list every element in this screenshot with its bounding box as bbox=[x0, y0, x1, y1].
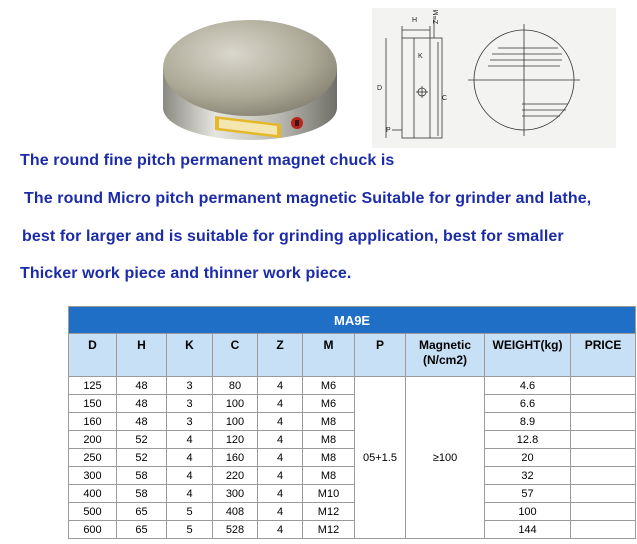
cell-price bbox=[571, 431, 636, 449]
table-row bbox=[69, 485, 636, 503]
cell-z: 4 bbox=[258, 467, 303, 485]
cell-d: 500 bbox=[69, 503, 117, 521]
cell-k: 3 bbox=[167, 413, 213, 431]
header-c: C bbox=[213, 334, 258, 377]
cell-z: 4 bbox=[258, 395, 303, 413]
cell-z: 4 bbox=[258, 485, 303, 503]
cell-c: 300 bbox=[213, 485, 258, 503]
cell-d: 160 bbox=[69, 413, 117, 431]
cell-h: 52 bbox=[117, 431, 167, 449]
cell-magnetic-merged: ≥100 bbox=[406, 377, 485, 539]
label-p: P bbox=[386, 127, 391, 134]
label-d: D bbox=[377, 85, 383, 92]
cell-z: 4 bbox=[258, 377, 303, 395]
cell-z: 4 bbox=[258, 449, 303, 467]
header-z: Z bbox=[258, 334, 303, 377]
table-row bbox=[69, 503, 636, 521]
cell-weight: 4.6 bbox=[485, 377, 571, 395]
cell-c: 100 bbox=[213, 395, 258, 413]
cell-weight: 57 bbox=[485, 485, 571, 503]
cell-weight: 20 bbox=[485, 449, 571, 467]
cell-m: M6 bbox=[303, 377, 355, 395]
cell-z: 4 bbox=[258, 431, 303, 449]
cell-h: 48 bbox=[117, 377, 167, 395]
table-row bbox=[69, 449, 636, 467]
header-price: PRICE bbox=[571, 334, 636, 377]
cell-m: M12 bbox=[303, 503, 355, 521]
cell-k: 5 bbox=[167, 521, 213, 539]
cell-h: 65 bbox=[117, 503, 167, 521]
table-row bbox=[69, 521, 636, 539]
cell-h: 58 bbox=[117, 485, 167, 503]
cell-c: 160 bbox=[213, 449, 258, 467]
label-c: C bbox=[442, 95, 448, 102]
header-h: H bbox=[117, 334, 167, 377]
cell-z: 4 bbox=[258, 413, 303, 431]
cell-c: 120 bbox=[213, 431, 258, 449]
cell-m: M12 bbox=[303, 521, 355, 539]
cell-d: 400 bbox=[69, 485, 117, 503]
table-row bbox=[69, 395, 636, 413]
cell-price bbox=[571, 485, 636, 503]
cell-price bbox=[571, 449, 636, 467]
cell-d: 125 bbox=[69, 377, 117, 395]
header-d: D bbox=[69, 334, 117, 377]
cell-price bbox=[571, 503, 636, 521]
cell-k: 4 bbox=[167, 485, 213, 503]
cell-price bbox=[571, 377, 636, 395]
cell-price bbox=[571, 521, 636, 539]
cell-k: 3 bbox=[167, 377, 213, 395]
cell-h: 58 bbox=[117, 467, 167, 485]
cell-h: 52 bbox=[117, 449, 167, 467]
cell-weight: 144 bbox=[485, 521, 571, 539]
description-line-4: Thicker work piece and thinner work piece. bbox=[20, 265, 352, 282]
description-line-3: best for larger and is suitable for grinding application, best for smaller bbox=[22, 228, 564, 245]
cell-weight: 12.8 bbox=[485, 431, 571, 449]
header-p: P bbox=[355, 334, 406, 377]
label-zm: Z~M bbox=[433, 9, 440, 24]
cell-m: M8 bbox=[303, 467, 355, 485]
cell-k: 4 bbox=[167, 467, 213, 485]
table-row bbox=[69, 377, 636, 395]
table-row bbox=[69, 413, 636, 431]
cell-c: 100 bbox=[213, 413, 258, 431]
cell-m: M6 bbox=[303, 395, 355, 413]
table-title: MA9E bbox=[69, 307, 636, 334]
cell-c: 528 bbox=[213, 521, 258, 539]
cell-weight: 8.9 bbox=[485, 413, 571, 431]
cell-d: 600 bbox=[69, 521, 117, 539]
cell-weight: 32 bbox=[485, 467, 571, 485]
cell-c: 220 bbox=[213, 467, 258, 485]
header-k: K bbox=[167, 334, 213, 377]
cell-price bbox=[571, 413, 636, 431]
cell-k: 4 bbox=[167, 449, 213, 467]
cell-z: 4 bbox=[258, 521, 303, 539]
cell-m: M8 bbox=[303, 431, 355, 449]
table-header-row bbox=[69, 334, 636, 377]
chuck-product-photo bbox=[155, 8, 345, 146]
cell-d: 150 bbox=[69, 395, 117, 413]
cell-k: 3 bbox=[167, 395, 213, 413]
cell-weight: 100 bbox=[485, 503, 571, 521]
cell-d: 300 bbox=[69, 467, 117, 485]
cell-k: 5 bbox=[167, 503, 213, 521]
label-h: H bbox=[412, 17, 418, 24]
header-m: M bbox=[303, 334, 355, 377]
cell-h: 48 bbox=[117, 395, 167, 413]
cell-z: 4 bbox=[258, 503, 303, 521]
cell-k: 4 bbox=[167, 431, 213, 449]
cell-d: 250 bbox=[69, 449, 117, 467]
table-row bbox=[69, 467, 636, 485]
table-row bbox=[69, 431, 636, 449]
cell-c: 80 bbox=[213, 377, 258, 395]
technical-drawing bbox=[372, 8, 616, 148]
label-k: K bbox=[418, 53, 423, 60]
header-weight: WEIGHT(kg) bbox=[485, 334, 571, 377]
cell-price bbox=[571, 395, 636, 413]
spec-table bbox=[68, 306, 636, 539]
cell-h: 48 bbox=[117, 413, 167, 431]
cell-weight: 6.6 bbox=[485, 395, 571, 413]
description-line-1: The round fine pitch permanent magnet chuck is bbox=[20, 152, 395, 169]
cell-price bbox=[571, 467, 636, 485]
cell-m: M10 bbox=[303, 485, 355, 503]
cell-c: 408 bbox=[213, 503, 258, 521]
cell-d: 200 bbox=[69, 431, 117, 449]
cell-m: M8 bbox=[303, 449, 355, 467]
description-line-2: The round Micro pitch permanent magnetic Suitable for grinder and lathe, bbox=[24, 190, 592, 207]
cell-h: 65 bbox=[117, 521, 167, 539]
cell-p-merged: 05+1.5 bbox=[355, 377, 406, 539]
cell-m: M8 bbox=[303, 413, 355, 431]
header-magnetic: Magnetic (N/cm2) bbox=[406, 334, 485, 377]
